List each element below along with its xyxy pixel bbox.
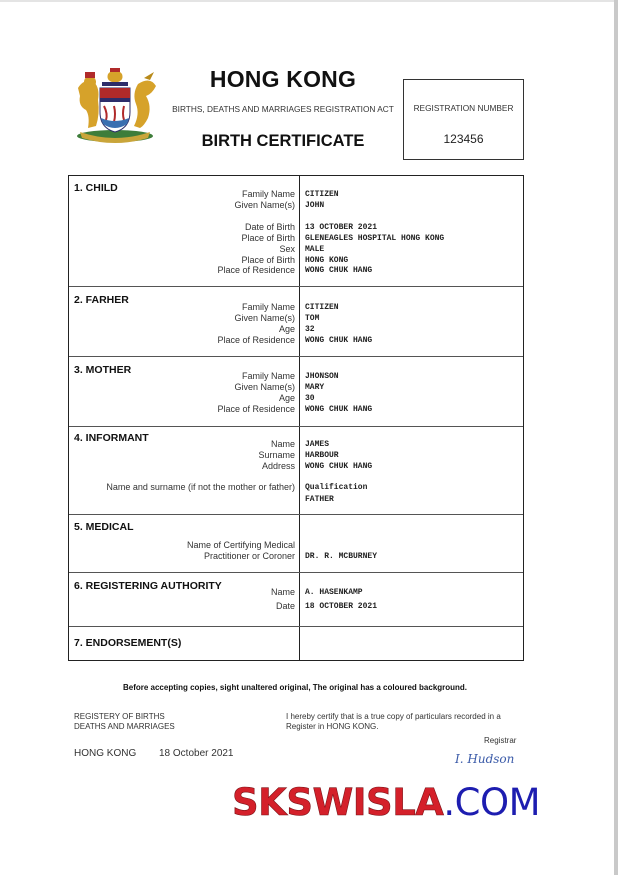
field-label: Family Name bbox=[241, 371, 295, 381]
field-label: Place of Residence bbox=[217, 265, 295, 275]
watermark-part-2: .COM bbox=[443, 781, 541, 824]
field-value: Qualification bbox=[305, 483, 368, 492]
field-label: Place of Birth bbox=[241, 255, 295, 265]
section-title: 1. CHILD bbox=[74, 182, 118, 194]
authenticity-notice: Before accepting copies, sight unaltered original, The original has a coloured background. bbox=[122, 683, 468, 692]
field-label: Practitioner or Coroner bbox=[203, 551, 295, 561]
row-divider bbox=[69, 572, 523, 573]
document-title: HONG KONG bbox=[209, 66, 357, 92]
registration-number: 123456 bbox=[443, 132, 484, 146]
certificate-type: BIRTH CERTIFICATE bbox=[201, 132, 365, 150]
registrar-signature: I. Hudson bbox=[455, 752, 515, 766]
field-value: WONG CHUK HANG bbox=[305, 405, 373, 414]
field-value: 18 OCTOBER 2021 bbox=[305, 602, 378, 611]
field-label: Surname bbox=[258, 450, 295, 460]
issue-date: 18 October 2021 bbox=[159, 748, 234, 759]
row-divider bbox=[69, 426, 523, 427]
section-title: 6. REGISTERING AUTHORITY bbox=[74, 580, 222, 592]
watermark bbox=[232, 781, 540, 824]
registration-number-box bbox=[403, 79, 524, 160]
coat-of-arms-icon bbox=[70, 66, 160, 144]
certify-line-1: I hereby certify that is a true copy of particulars recorded in a bbox=[286, 712, 501, 721]
field-label: Age bbox=[278, 324, 295, 334]
field-value: 32 bbox=[305, 325, 315, 334]
registrar-label: Registrar bbox=[484, 736, 517, 745]
registration-act: BIRTHS, DEATHS AND MARRIAGES REGISTRATION ACT bbox=[172, 104, 394, 114]
field-value: JHONSON bbox=[305, 372, 339, 381]
field-value: JOHN bbox=[305, 201, 325, 210]
field-label: Place of Residence bbox=[217, 404, 295, 414]
certify-line-2: Register in HONG KONG. bbox=[286, 722, 379, 731]
page-scroll-edge bbox=[614, 0, 618, 875]
section-title: 3. MOTHER bbox=[74, 364, 132, 376]
field-value: 30 bbox=[305, 394, 315, 403]
field-value: JAMES bbox=[305, 440, 330, 449]
field-value: GLENEAGLES HOSPITAL HONG KONG bbox=[305, 234, 445, 243]
field-label: Family Name bbox=[241, 302, 295, 312]
field-value: HONG KONG bbox=[305, 256, 349, 265]
field-label: Name of Certifying Medical bbox=[186, 540, 295, 550]
field-label: Name bbox=[270, 439, 295, 449]
row-divider bbox=[69, 356, 523, 357]
section-title: 2. FARHER bbox=[74, 294, 129, 306]
row-divider bbox=[69, 286, 523, 287]
field-value: CITIZEN bbox=[305, 190, 339, 199]
field-label: Date of Birth bbox=[244, 222, 295, 232]
qualification-value: FATHER bbox=[305, 495, 334, 504]
section-title: 4. INFORMANT bbox=[74, 432, 149, 444]
watermark-part-1: SKSWISLA bbox=[232, 781, 444, 824]
column-divider bbox=[299, 176, 300, 660]
field-value: HARBOUR bbox=[305, 451, 339, 460]
issue-place: HONG KONG bbox=[74, 748, 137, 759]
field-label: Place of Birth bbox=[241, 233, 295, 243]
field-label: Address bbox=[261, 461, 295, 471]
field-value: WONG CHUK HANG bbox=[305, 336, 373, 345]
field-value: CITIZEN bbox=[305, 303, 339, 312]
registry-line-1: REGISTERY OF BIRTHS bbox=[74, 712, 165, 721]
field-value: MALE bbox=[305, 245, 325, 254]
page-edge bbox=[0, 0, 618, 2]
registry-line-2: DEATHS AND MARRIAGES bbox=[74, 722, 175, 731]
field-value: WONG CHUK HANG bbox=[305, 266, 373, 275]
field-label: Given Name(s) bbox=[234, 200, 295, 210]
field-value: TOM bbox=[305, 314, 320, 323]
field-label: Place of Residence bbox=[217, 335, 295, 345]
field-value: A. HASENKAMP bbox=[305, 588, 363, 597]
field-label: Name bbox=[270, 587, 295, 597]
field-value: WONG CHUK HANG bbox=[305, 462, 373, 471]
field-label: Given Name(s) bbox=[234, 382, 295, 392]
certificate-table bbox=[68, 175, 524, 661]
field-label: Sex bbox=[279, 244, 295, 254]
field-label: Name and surname (if not the mother or father) bbox=[106, 482, 295, 492]
registration-number-label: REGISTRATION NUMBER bbox=[413, 103, 514, 113]
section-title: 5. MEDICAL bbox=[74, 521, 134, 533]
row-divider bbox=[69, 514, 523, 515]
field-value: DR. R. MCBURNEY bbox=[305, 552, 378, 561]
field-value: 13 OCTOBER 2021 bbox=[305, 223, 378, 232]
field-label: Date bbox=[275, 601, 295, 611]
row-divider bbox=[69, 626, 523, 627]
field-value: MARY bbox=[305, 383, 325, 392]
section-title: 7. ENDORSEMENT(S) bbox=[74, 637, 182, 649]
field-label: Family Name bbox=[241, 189, 295, 199]
field-label: Age bbox=[278, 393, 295, 403]
field-label: Given Name(s) bbox=[234, 313, 295, 323]
